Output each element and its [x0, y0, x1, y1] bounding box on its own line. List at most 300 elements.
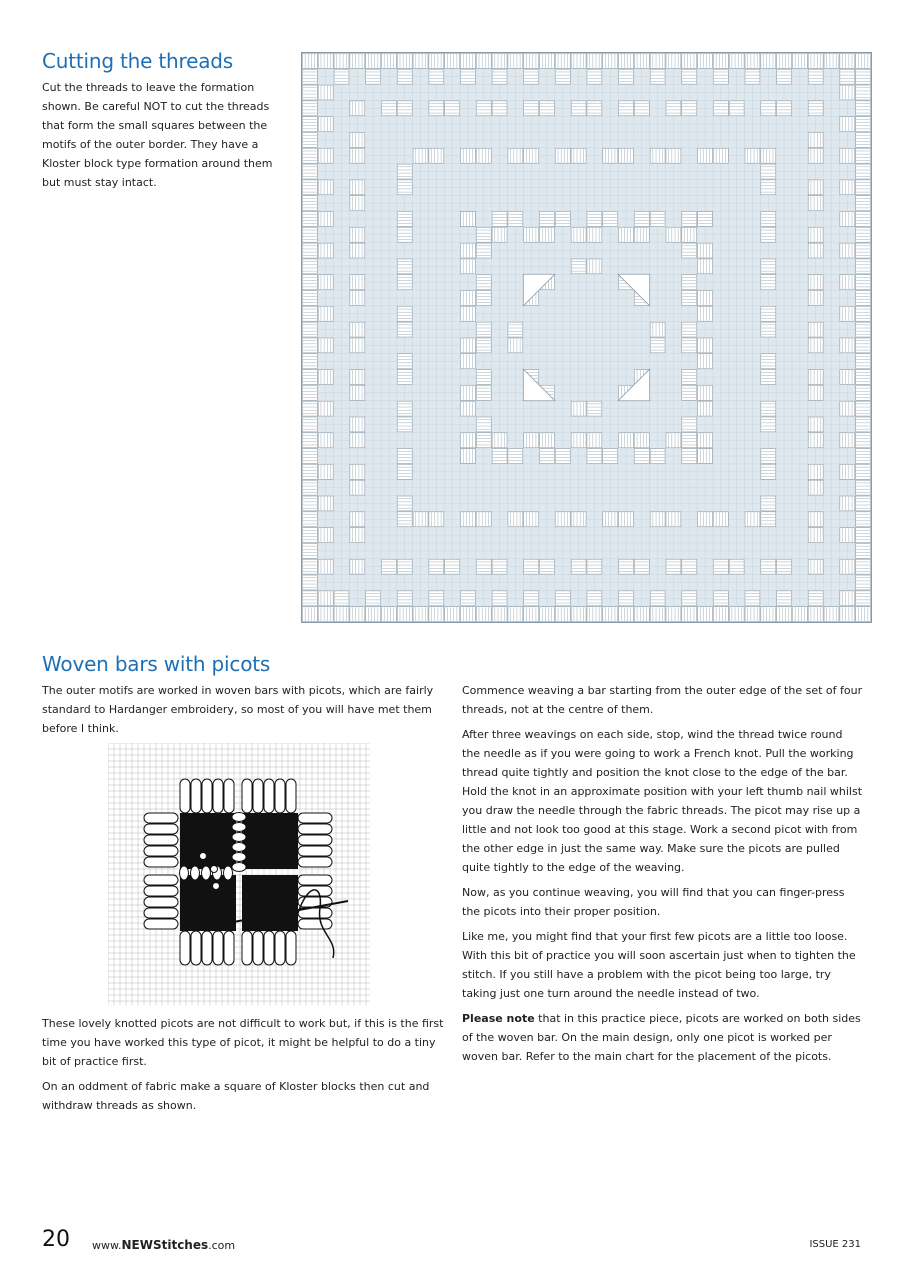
kloster-block — [445, 101, 460, 116]
kloster-block — [397, 275, 412, 290]
kloster-block — [303, 496, 318, 511]
picot-knot — [213, 883, 220, 890]
kloster-block — [761, 354, 776, 369]
page-number: 20 — [42, 1227, 70, 1252]
kloster-block — [461, 607, 476, 622]
kloster-block — [350, 243, 365, 258]
kloster-block — [808, 385, 823, 400]
kloster-block — [318, 370, 333, 385]
kloster-block — [508, 212, 523, 227]
kloster-block — [856, 480, 871, 495]
kloster-block — [571, 512, 586, 527]
kloster-block — [619, 101, 634, 116]
kloster-block — [476, 227, 491, 242]
kloster-block — [619, 559, 634, 574]
kloster-block — [350, 180, 365, 195]
kloster-block — [698, 449, 713, 464]
kloster-bar — [253, 931, 263, 965]
kloster-block — [524, 148, 539, 163]
kloster-block — [429, 591, 444, 606]
kloster-bar — [224, 931, 234, 965]
kloster-block — [856, 196, 871, 211]
kloster-block — [555, 148, 570, 163]
kloster-block — [492, 54, 507, 69]
kloster-block — [856, 148, 871, 163]
kloster-block — [824, 54, 839, 69]
kloster-block — [366, 591, 381, 606]
kloster-block — [524, 559, 539, 574]
kloster-block — [461, 259, 476, 274]
kloster-block — [761, 370, 776, 385]
woven-bars-intro: The outer motifs are worked in woven bars with picots, which are fairly standard to Hardanger embroidery, so most of you will have met them before I think. — [42, 684, 434, 735]
kloster-block — [856, 275, 871, 290]
kloster-block — [350, 559, 365, 574]
kloster-block — [603, 148, 618, 163]
kloster-block — [461, 69, 476, 84]
kloster-block — [587, 401, 602, 416]
kloster-block — [713, 54, 728, 69]
kloster-block — [603, 212, 618, 227]
kloster-block — [745, 69, 760, 84]
kloster-block — [761, 306, 776, 321]
kloster-block — [808, 528, 823, 543]
kloster-block — [808, 480, 823, 495]
kloster-block — [713, 591, 728, 606]
site-suffix: .com — [208, 1239, 236, 1252]
woven-bar-weave — [232, 853, 246, 862]
kloster-block — [303, 164, 318, 179]
kloster-block — [350, 54, 365, 69]
kloster-bar — [298, 824, 332, 834]
kloster-block — [856, 417, 871, 432]
kloster-block — [492, 433, 507, 448]
woven-bar-weave — [202, 866, 211, 880]
issue-number: ISSUE 231 — [809, 1239, 861, 1250]
kloster-block — [508, 322, 523, 337]
kloster-block — [682, 338, 697, 353]
kloster-block — [761, 607, 776, 622]
kloster-block — [856, 306, 871, 321]
kloster-block — [713, 607, 728, 622]
kloster-block — [729, 101, 744, 116]
three-weavings-paragraph: After three weavings on each side, stop, wind the thread twice round the needle as if you were going to work a French knot. Pull the working thread quite tightly and position the knot close to the edge of the bar. Hold the knot in an approximate position with your left thumb nail whilst you draw the needle through the fabric threads. The picot may rise up a little and not look too good at this stage. Work a second picot with from the other edge in just the same way. Make sure the picots are pulled quite tightly to the edge of the weaving. — [462, 728, 863, 874]
kloster-block — [808, 54, 823, 69]
kloster-block — [397, 512, 412, 527]
kloster-block — [682, 291, 697, 306]
kloster-block — [808, 291, 823, 306]
kloster-block — [761, 322, 776, 337]
kloster-block — [761, 275, 776, 290]
kloster-block — [303, 338, 318, 353]
kloster-block — [397, 417, 412, 432]
kloster-block — [303, 133, 318, 148]
kloster-block — [840, 243, 855, 258]
kloster-block — [698, 354, 713, 369]
kloster-block — [856, 607, 871, 622]
kloster-block — [429, 54, 444, 69]
kloster-block — [303, 227, 318, 242]
kloster-block — [303, 291, 318, 306]
site-prefix: www. — [92, 1239, 122, 1252]
kloster-block — [587, 607, 602, 622]
kloster-block — [698, 385, 713, 400]
loose-picots-paragraph: Like me, you might find that your first few picots are a little too loose. With this bit of practice you will soon ascertain just when to tighten the stitch. If you still have a problem with the picot being too large, try taking just one turn around the needle instead of two. — [462, 930, 856, 1000]
kloster-block — [808, 559, 823, 574]
kloster-block — [856, 354, 871, 369]
kloster-block — [318, 180, 333, 195]
kloster-block — [476, 559, 491, 574]
kloster-block — [840, 464, 855, 479]
kloster-block — [761, 512, 776, 527]
kloster-block — [303, 196, 318, 211]
kloster-block — [777, 591, 792, 606]
kloster-block — [334, 591, 349, 606]
kloster-block — [840, 591, 855, 606]
kloster-block — [698, 54, 713, 69]
kloster-bar — [144, 813, 178, 823]
kloster-block — [461, 212, 476, 227]
kloster-block — [840, 69, 855, 84]
kloster-block — [619, 54, 634, 69]
kloster-block — [808, 464, 823, 479]
kloster-block — [476, 338, 491, 353]
kloster-bar — [298, 919, 332, 929]
heading-cutting-threads: Cutting the threads — [42, 49, 233, 73]
cut-window — [180, 875, 236, 931]
kloster-block — [571, 433, 586, 448]
kloster-block — [682, 591, 697, 606]
kloster-block — [856, 370, 871, 385]
kloster-block — [666, 512, 681, 527]
kloster-block — [698, 212, 713, 227]
kloster-block — [698, 401, 713, 416]
kloster-block — [350, 385, 365, 400]
kloster-block — [571, 607, 586, 622]
kloster-block — [303, 54, 318, 69]
kloster-block — [808, 275, 823, 290]
kloster-block — [555, 54, 570, 69]
cut-window — [180, 813, 236, 869]
kloster-block — [571, 101, 586, 116]
kloster-block — [350, 528, 365, 543]
kloster-block — [508, 607, 523, 622]
kloster-block — [524, 54, 539, 69]
kloster-block — [461, 291, 476, 306]
kloster-block — [619, 227, 634, 242]
kloster-block — [303, 575, 318, 590]
kloster-block — [682, 370, 697, 385]
kloster-block — [856, 338, 871, 353]
kloster-block — [350, 480, 365, 495]
kloster-block — [856, 322, 871, 337]
kloster-block — [350, 464, 365, 479]
kloster-block — [856, 385, 871, 400]
kloster-bar — [144, 846, 178, 856]
kloster-block — [840, 212, 855, 227]
kloster-block — [350, 227, 365, 242]
kloster-bar — [275, 931, 285, 965]
kloster-bar — [191, 931, 201, 965]
kloster-block — [619, 69, 634, 84]
kloster-block — [555, 591, 570, 606]
kloster-block — [397, 559, 412, 574]
kloster-bar — [264, 931, 274, 965]
kloster-block — [555, 449, 570, 464]
kloster-block — [682, 227, 697, 242]
kloster-block — [808, 591, 823, 606]
kloster-block — [713, 69, 728, 84]
kloster-block — [761, 227, 776, 242]
kloster-block — [761, 401, 776, 416]
kloster-block — [461, 354, 476, 369]
kloster-block — [840, 433, 855, 448]
kloster-block — [555, 607, 570, 622]
kloster-block — [650, 607, 665, 622]
kloster-bar — [242, 931, 252, 965]
kloster-bar — [144, 886, 178, 896]
kloster-block — [476, 101, 491, 116]
kloster-block — [777, 559, 792, 574]
kloster-block — [713, 101, 728, 116]
kloster-block — [303, 117, 318, 132]
kloster-block — [587, 212, 602, 227]
woven-bars-left-text-top — [42, 681, 444, 744]
kloster-block — [366, 607, 381, 622]
cutting-threads-paragraph: Cut the threads to leave the formation shown. Be careful NOT to cut the threads that form the small squares between the motifs of the outer border. They have a Kloster block type formation around them but must stay intact. — [42, 81, 273, 189]
kloster-block — [682, 449, 697, 464]
kloster-block — [856, 401, 871, 416]
kloster-block — [634, 433, 649, 448]
kloster-block — [682, 322, 697, 337]
kloster-block — [745, 512, 760, 527]
woven-bar-weave — [232, 863, 246, 872]
kloster-block — [856, 164, 871, 179]
kloster-bar — [144, 897, 178, 907]
kloster-block — [729, 559, 744, 574]
kloster-block — [540, 227, 555, 242]
kloster-block — [682, 275, 697, 290]
kloster-block — [524, 101, 539, 116]
kloster-block — [303, 480, 318, 495]
kloster-block — [461, 338, 476, 353]
kloster-block — [318, 607, 333, 622]
kloster-block — [761, 559, 776, 574]
kloster-block — [856, 464, 871, 479]
woven-bar-weave — [232, 833, 246, 842]
kloster-block — [429, 607, 444, 622]
kloster-block — [587, 449, 602, 464]
kloster-block — [303, 180, 318, 195]
kloster-block — [445, 54, 460, 69]
kloster-block — [808, 101, 823, 116]
kloster-block — [397, 322, 412, 337]
kloster-block — [366, 54, 381, 69]
kloster-bar — [298, 813, 332, 823]
kloster-block — [413, 607, 428, 622]
kloster-block — [318, 148, 333, 163]
kloster-block — [603, 607, 618, 622]
kloster-block — [445, 559, 460, 574]
kloster-block — [350, 512, 365, 527]
kloster-block — [840, 148, 855, 163]
kloster-block — [856, 433, 871, 448]
kloster-block — [555, 69, 570, 84]
kloster-block — [540, 433, 555, 448]
kloster-block — [698, 338, 713, 353]
kloster-block — [808, 69, 823, 84]
kloster-block — [397, 496, 412, 511]
kloster-block — [350, 322, 365, 337]
kloster-block — [587, 227, 602, 242]
kloster-block — [571, 559, 586, 574]
kloster-block — [397, 101, 412, 116]
kloster-block — [492, 591, 507, 606]
kloster-block — [856, 212, 871, 227]
kloster-block — [856, 291, 871, 306]
kloster-block — [303, 433, 318, 448]
kloster-block — [840, 306, 855, 321]
kloster-block — [856, 559, 871, 574]
kloster-block — [808, 417, 823, 432]
kloster-block — [808, 512, 823, 527]
picot-diagram-graphic — [108, 743, 370, 1005]
kloster-block — [587, 101, 602, 116]
kloster-block — [856, 133, 871, 148]
kloster-block — [382, 559, 397, 574]
kloster-block — [524, 433, 539, 448]
kloster-block — [840, 275, 855, 290]
kloster-block — [761, 101, 776, 116]
site-brand-new: NEW — [121, 1238, 153, 1252]
kloster-block — [350, 275, 365, 290]
kloster-block — [856, 449, 871, 464]
kloster-block — [382, 101, 397, 116]
kloster-block — [476, 54, 491, 69]
kloster-block — [634, 607, 649, 622]
kloster-bar — [144, 824, 178, 834]
kloster-block — [619, 512, 634, 527]
kloster-block — [792, 54, 807, 69]
kloster-block — [698, 607, 713, 622]
woven-bar-weave — [232, 823, 246, 832]
kloster-block — [856, 259, 871, 274]
kloster-block — [350, 291, 365, 306]
kloster-block — [461, 243, 476, 258]
kloster-block — [429, 512, 444, 527]
kloster-block — [808, 607, 823, 622]
kloster-block — [303, 559, 318, 574]
kloster-block — [698, 306, 713, 321]
kloster-block — [540, 54, 555, 69]
kloster-block — [318, 464, 333, 479]
kloster-block — [761, 259, 776, 274]
kloster-block — [524, 607, 539, 622]
kloster-block — [650, 512, 665, 527]
kloster-block — [303, 354, 318, 369]
kloster-block — [318, 591, 333, 606]
kloster-block — [650, 212, 665, 227]
kloster-block — [461, 148, 476, 163]
kloster-block — [318, 559, 333, 574]
kloster-block — [476, 291, 491, 306]
kloster-block — [856, 117, 871, 132]
kloster-block — [856, 54, 871, 69]
kloster-block — [808, 433, 823, 448]
kloster-block — [808, 148, 823, 163]
chart-graphic — [302, 53, 871, 622]
kloster-block — [397, 591, 412, 606]
kloster-block — [729, 54, 744, 69]
kloster-block — [476, 243, 491, 258]
kloster-block — [698, 512, 713, 527]
kloster-block — [698, 433, 713, 448]
kloster-block — [318, 117, 333, 132]
kloster-block — [777, 54, 792, 69]
kloster-bar — [144, 908, 178, 918]
kloster-block — [666, 101, 681, 116]
kloster-block — [650, 69, 665, 84]
kloster-block — [856, 227, 871, 242]
kloster-block — [840, 85, 855, 100]
kloster-block — [840, 370, 855, 385]
kloster-block — [840, 496, 855, 511]
kloster-block — [761, 54, 776, 69]
kloster-block — [413, 512, 428, 527]
kloster-block — [666, 54, 681, 69]
kloster-block — [856, 101, 871, 116]
kloster-block — [856, 496, 871, 511]
kloster-block — [856, 512, 871, 527]
kloster-block — [413, 148, 428, 163]
kloster-block — [603, 54, 618, 69]
kloster-block — [856, 243, 871, 258]
kloster-bar — [180, 779, 190, 813]
kloster-block — [303, 512, 318, 527]
kloster-block — [840, 338, 855, 353]
kloster-block — [303, 69, 318, 84]
kloster-block — [634, 101, 649, 116]
kloster-block — [461, 449, 476, 464]
picot-practice-diagram — [108, 743, 370, 1005]
kloster-block — [761, 449, 776, 464]
kloster-block — [603, 512, 618, 527]
kloster-block — [666, 148, 681, 163]
kloster-block — [808, 227, 823, 242]
kloster-block — [350, 370, 365, 385]
kloster-block — [429, 148, 444, 163]
kloster-block — [492, 227, 507, 242]
kloster-bar — [253, 779, 263, 813]
kloster-block — [713, 512, 728, 527]
knotted-picots-paragraph: These lovely knotted picots are not difficult to work but, if this is the first time you have worked this type of picot, it might be helpful to do a tiny bit of practice first. — [42, 1017, 444, 1068]
kloster-bar — [144, 875, 178, 885]
kloster-block — [350, 133, 365, 148]
kloster-bar — [275, 779, 285, 813]
kloster-block — [461, 385, 476, 400]
kloster-block — [524, 512, 539, 527]
kloster-block — [524, 591, 539, 606]
kloster-block — [303, 385, 318, 400]
kloster-block — [587, 259, 602, 274]
kloster-block — [397, 354, 412, 369]
kloster-block — [397, 464, 412, 479]
kloster-block — [397, 449, 412, 464]
kloster-block — [461, 512, 476, 527]
kloster-block — [808, 322, 823, 337]
kloster-block — [318, 401, 333, 416]
kloster-block — [587, 433, 602, 448]
kloster-block — [445, 607, 460, 622]
